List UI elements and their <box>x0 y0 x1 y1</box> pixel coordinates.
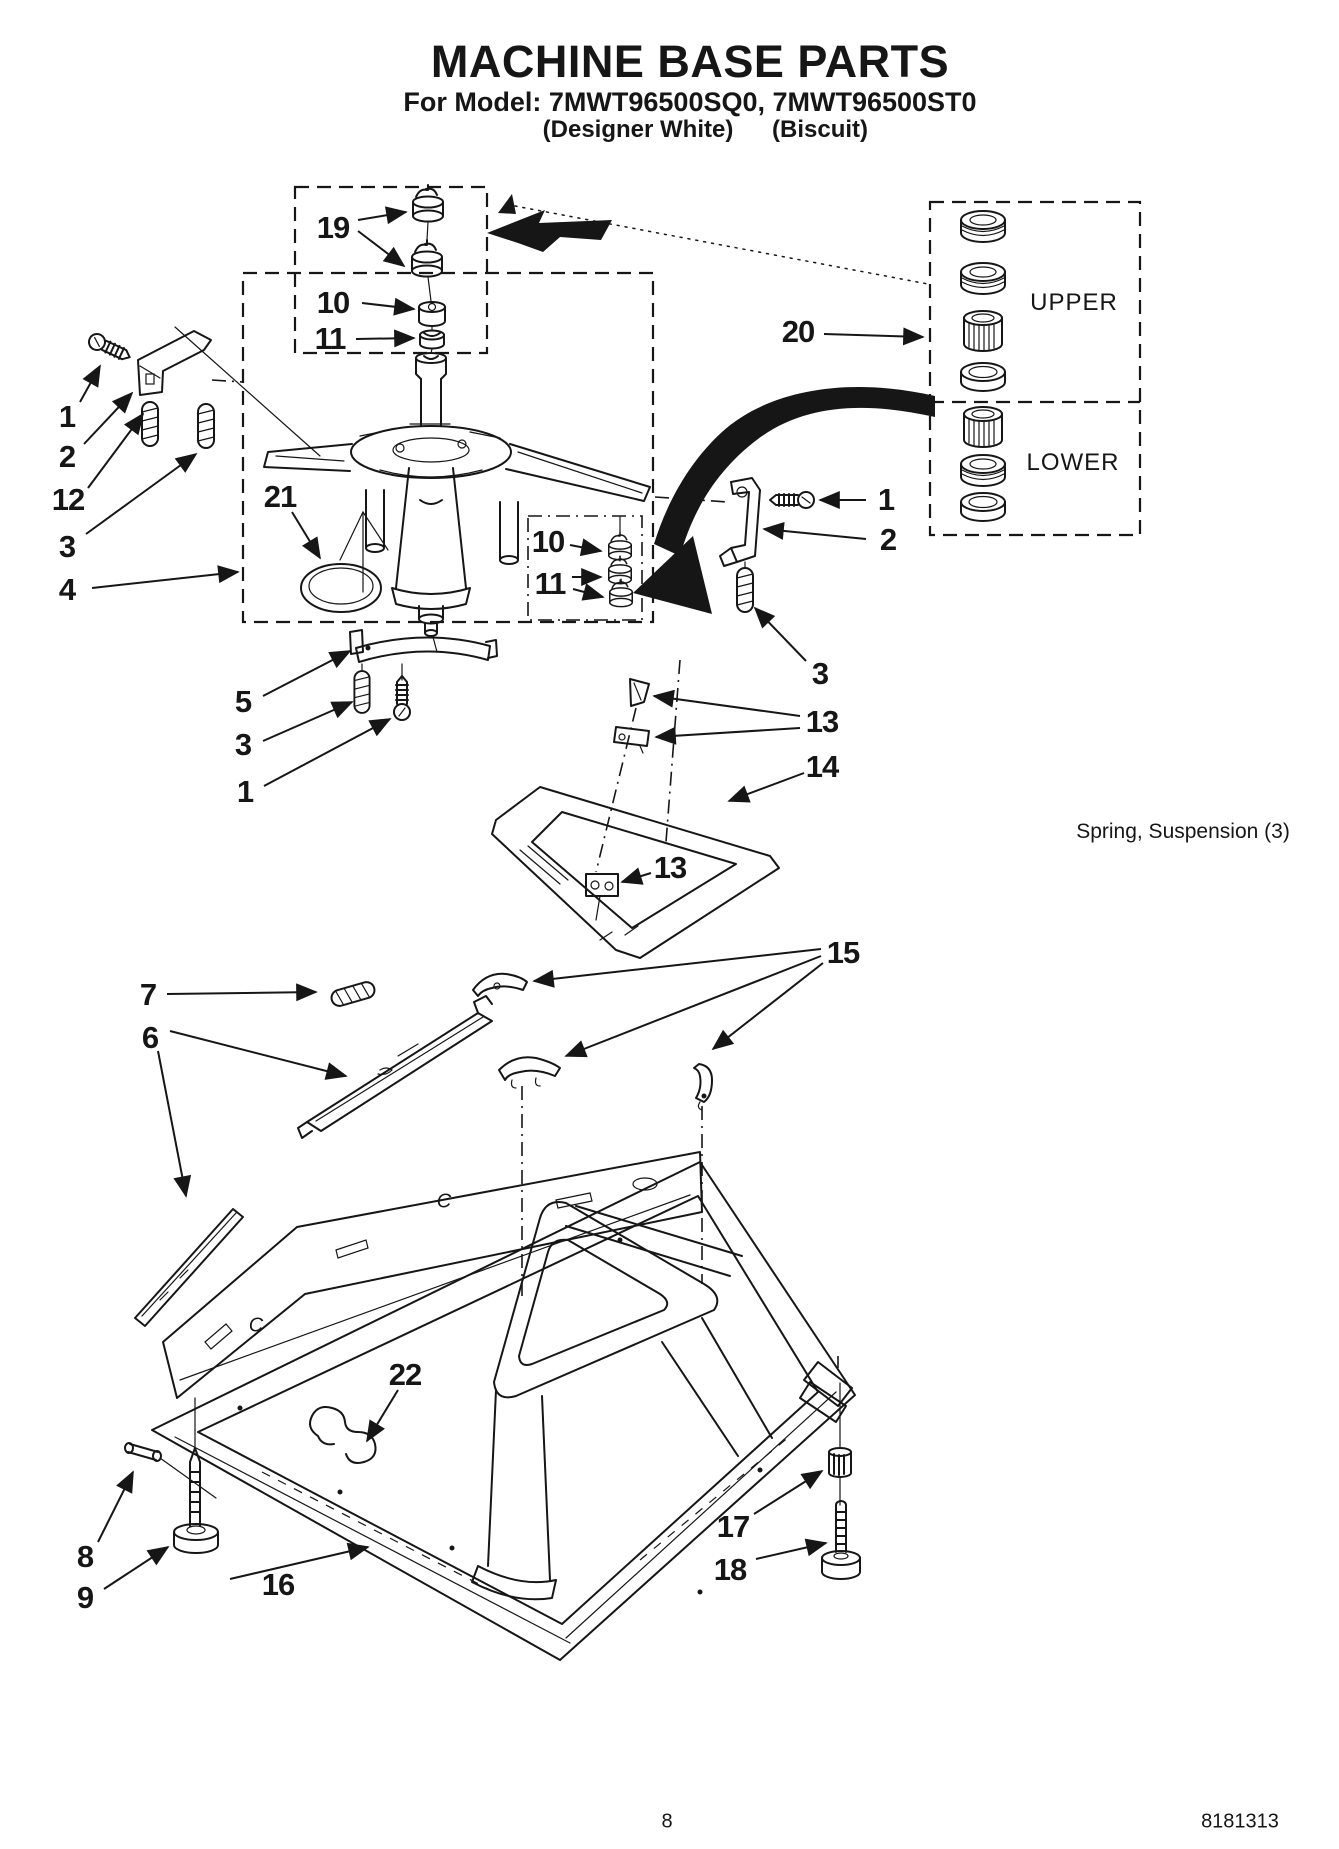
stamp-c-left-rail: C <box>248 1314 264 1337</box>
page-title: MACHINE BASE PARTS <box>430 36 950 87</box>
callout-3-center: 3 <box>234 727 252 762</box>
callout-12: 12 <box>51 482 85 517</box>
callout-4: 4 <box>58 572 76 607</box>
callout-18: 18 <box>713 1552 747 1587</box>
callout-14: 14 <box>805 749 839 784</box>
leveling-leg-rear-drawing <box>822 1356 860 1579</box>
bearing-kit-drawing <box>961 211 1005 521</box>
callout-3-right: 3 <box>811 656 829 691</box>
model-line: For Model: 7MWT96500SQ0, 7MWT96500ST0 <box>403 87 977 117</box>
callout-2-right: 2 <box>879 522 897 557</box>
callout-10-upper: 10 <box>316 285 350 320</box>
stamp-c-back-rail: C <box>436 1190 452 1213</box>
suspension-clips-drawing <box>596 660 680 872</box>
callout-8: 8 <box>76 1539 94 1574</box>
callout-17: 17 <box>716 1509 750 1544</box>
page-number: 8 <box>661 1810 673 1833</box>
inner-isolator-stack-drawing <box>609 517 633 607</box>
callout-7: 7 <box>139 977 157 1012</box>
isolator-pads-drawing <box>473 974 712 1298</box>
callout-6: 6 <box>141 1020 159 1055</box>
callout-11-inner: 11 <box>534 566 566 601</box>
colorway-biscuit: (Biscuit) <box>772 116 868 143</box>
callout-21: 21 <box>263 479 297 514</box>
thrust-ring-drawing <box>301 512 388 612</box>
callout-leader-arrows <box>80 212 923 1589</box>
document-number: 8181313 <box>1201 1810 1279 1833</box>
callout-3-left: 3 <box>58 529 76 564</box>
callout-16: 16 <box>261 1567 295 1602</box>
suspension-spring-note: Spring, Suspension (3) <box>1076 820 1290 843</box>
callout-2-left: 2 <box>58 439 76 474</box>
callout-11-upper: 11 <box>314 321 346 356</box>
colorway-designer-white: (Designer White) <box>542 116 734 143</box>
callout-9: 9 <box>76 1580 94 1615</box>
callout-1-center: 1 <box>236 774 254 809</box>
gearcase-brace-drawing <box>350 630 497 720</box>
callout-19: 19 <box>316 210 350 245</box>
shaft-isolator-stack-drawing <box>412 185 445 353</box>
hook-clip-drawing <box>310 1407 376 1463</box>
callout-13-upper: 13 <box>805 704 839 739</box>
spring-and-rails-drawing <box>135 980 492 1326</box>
bearing-upper-label: UPPER <box>1030 289 1118 316</box>
callout-1-left: 1 <box>58 399 76 434</box>
callout-15: 15 <box>826 935 860 970</box>
suspension-plate-drawing <box>492 787 779 958</box>
callout-22: 22 <box>388 1357 422 1392</box>
gearcase-assembly-drawing <box>264 353 650 652</box>
callout-10-inner: 10 <box>531 524 565 559</box>
machine-base-drawing <box>152 1152 855 1660</box>
left-bracket-hardware-drawing <box>86 327 320 456</box>
callout-1-right: 1 <box>877 482 895 517</box>
bearing-lower-label: LOWER <box>1026 449 1120 476</box>
callout-5: 5 <box>234 684 252 719</box>
callout-13-inner: 13 <box>653 850 687 885</box>
callout-20: 20 <box>781 314 815 349</box>
